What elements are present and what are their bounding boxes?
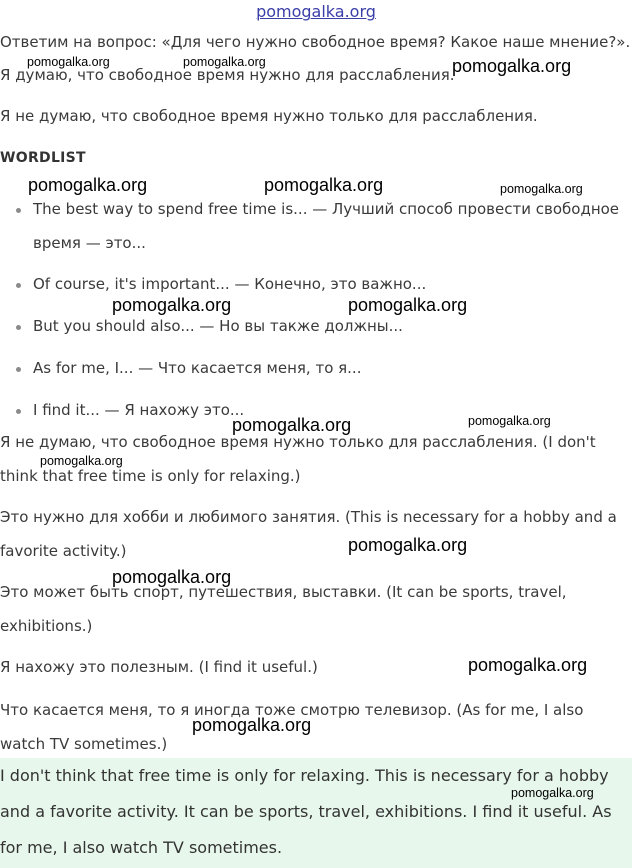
wordlist-item-text: As for me, I... — Что касается меня, то я... bbox=[33, 359, 362, 377]
watermark: pomogalka.org bbox=[112, 567, 232, 587]
watermark: pomogalka.org bbox=[192, 715, 312, 735]
watermark: pomogalka.org bbox=[183, 55, 266, 69]
intro-opinion-1: Я думаю, что свободное время нужно для расслабления. bbox=[0, 66, 455, 84]
site-header-logo[interactable] bbox=[0, 0, 632, 24]
summary-box bbox=[0, 758, 632, 868]
watermark: pomogalka.org bbox=[27, 55, 110, 69]
translation-4: Я нахожу это полезным. (I find it useful.) bbox=[0, 658, 318, 676]
watermark: pomogalka.org bbox=[40, 454, 123, 468]
translation-5: Что касается меня, то я иногда тоже смотрю телевизор. (As for me, I also watch TV sometimes.) bbox=[0, 701, 584, 753]
watermark: pomogalka.org bbox=[468, 414, 551, 428]
wordlist-item-text: But you should also... — Но вы также должны... bbox=[33, 317, 403, 335]
wordlist-item-text: Of course, it's important... — Конечно, это важно... bbox=[33, 275, 427, 293]
bullet-icon bbox=[16, 367, 21, 372]
summary-text: I don't think that free time is only for relaxing. This is necessary for a hobby and a favorite activity. It can be sports, travel, exhibitions. I find it useful. As for me, I also watch TV sometimes. bbox=[0, 766, 612, 857]
translation-3: Это может быть спорт, путешествия, выставки. (It can be sports, travel, exhibitions.) bbox=[0, 583, 567, 635]
intro-question: Ответим на вопрос: «Для чего нужно свободное время? Какое наше мнение?». bbox=[0, 33, 631, 51]
site-header-link[interactable]: pomogalka.org bbox=[256, 2, 376, 21]
watermark: pomogalka.org bbox=[348, 535, 468, 555]
wordlist-heading: WORDLIST bbox=[0, 150, 86, 166]
watermark: pomogalka.org bbox=[500, 182, 583, 196]
watermark: pomogalka.org bbox=[264, 175, 384, 195]
intro-opinion-2: Я не думаю, что свободное время нужно только для расслабления. bbox=[0, 107, 538, 125]
bullet-icon bbox=[16, 409, 21, 414]
watermark: pomogalka.org bbox=[468, 655, 588, 675]
translation-1: Я не думаю, что свободное время нужно только для расслабления. (I don't think that free time is only for relaxing.) bbox=[0, 433, 596, 485]
wordlist-item-text: I find it... — Я нахожу это... bbox=[33, 401, 245, 419]
wordlist-item-text: The best way to spend free time is... — Лучший способ провести свободное время — это... bbox=[33, 200, 620, 252]
watermark: pomogalka.org bbox=[112, 295, 232, 315]
translation-2: Это нужно для хобби и любимого занятия. (This is necessary for a hobby and a favorite activity.) bbox=[0, 508, 617, 560]
watermark: pomogalka.org bbox=[232, 415, 352, 435]
watermark: pomogalka.org bbox=[452, 56, 572, 76]
watermark: pomogalka.org bbox=[348, 295, 468, 315]
bullet-icon bbox=[16, 208, 21, 213]
bullet-icon bbox=[16, 283, 21, 288]
bullet-icon bbox=[16, 325, 21, 330]
watermark: pomogalka.org bbox=[28, 175, 148, 195]
watermark: pomogalka.org bbox=[511, 786, 594, 800]
